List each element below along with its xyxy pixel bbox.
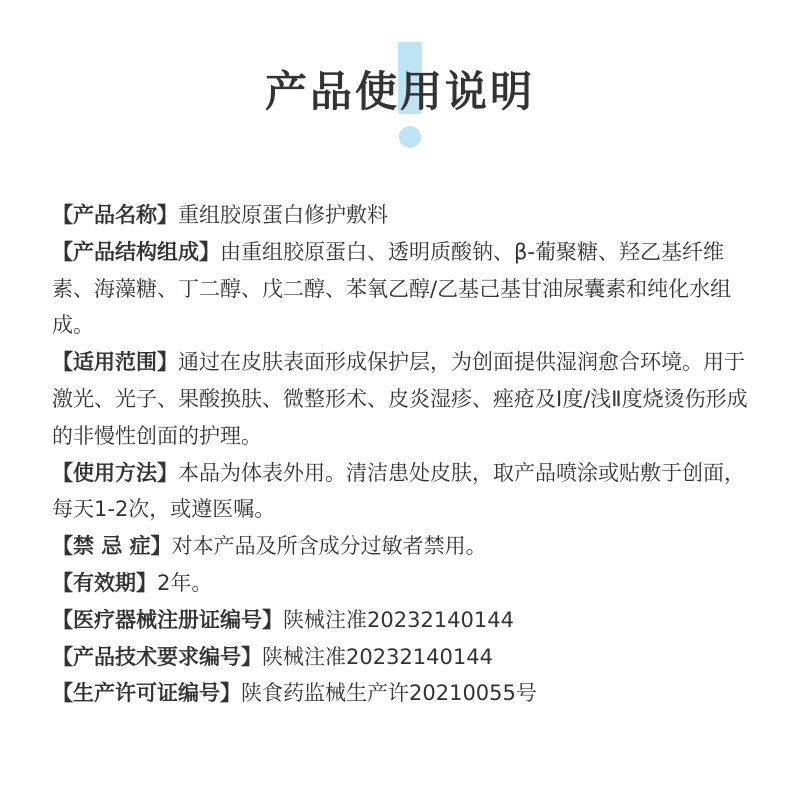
- item-label: 【产品技术要求编号】: [52, 644, 262, 669]
- item-label: 【生产许可证编号】: [52, 681, 241, 706]
- product-composition-item: [52, 234, 752, 344]
- item-label: 【产品结构组成】: [52, 239, 220, 264]
- item-text: 2年。: [157, 570, 213, 595]
- item-label: 【医疗器械注册证编号】: [52, 607, 283, 632]
- contraindications-item: [52, 528, 752, 565]
- item-text: 重组胶原蛋白修护敷料: [178, 203, 388, 227]
- item-label: 【禁 忌 症】: [52, 534, 172, 559]
- item-text: 陕械注准20232140144: [283, 607, 514, 632]
- item-text: 通过在皮肤表面形成保护层，为创面提供湿润愈合环境。用于激光、光子、果酸换肤、微整形术、皮炎湿疹、痤疮及Ⅰ度/浅Ⅱ度烧烫伤形成的非慢性创面的护理。: [52, 350, 748, 448]
- item-label: 【有效期】: [52, 570, 157, 595]
- item-text: 陕械注准20232140144: [262, 644, 493, 669]
- shelf-life-item: [52, 565, 752, 602]
- production-license-number-item: [52, 675, 752, 712]
- item-label: 【使用方法】: [52, 460, 178, 485]
- registration-number-item: [52, 602, 752, 639]
- item-label: 【适用范围】: [52, 350, 178, 375]
- item-text: 由重组胶原蛋白、透明质酸钠、β-葡聚糖、羟乙基纤维素、海藻糖、丁二醇、戊二醇、苯氧乙醇/乙基己基甘油尿囊素和纯化水组成。: [52, 239, 732, 338]
- usage-method-item: [52, 455, 752, 529]
- exclamation-dot: [399, 126, 421, 148]
- item-text: 对本产品及所含成分过敏者禁用。: [171, 534, 487, 559]
- item-label: 【产品名称】: [52, 203, 178, 227]
- page-title: 产品使用说明: [264, 67, 535, 116]
- scope-of-application-item: [52, 344, 752, 454]
- item-text: 陕食药监械生产许20210055号: [241, 681, 537, 706]
- product-name-item: [52, 197, 752, 234]
- technical-requirement-number-item: [52, 639, 752, 676]
- instructions-body: [52, 197, 752, 712]
- item-text: 本品为体表外用。清洁患处皮肤，取产品喷涂或贴敷于创面，每天1-2次，或遵医嘱。: [52, 460, 745, 522]
